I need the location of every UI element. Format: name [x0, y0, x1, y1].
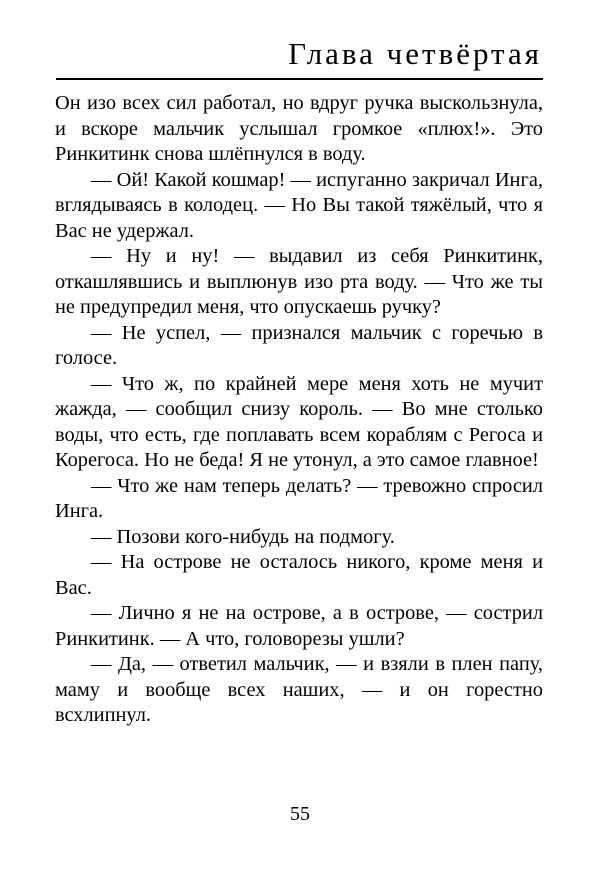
paragraph: — Да, — ответил мальчик, — и взяли в плен папу, маму и вообще всех наших, — и он горестно всхлипнул. — [55, 653, 543, 726]
paragraph: — Позови кого-нибудь на подмогу. — [91, 525, 395, 548]
paragraph: — Что же нам теперь делать? — тревожно спросил Инга. — [55, 474, 543, 522]
paragraph: — Не успел, — признался мальчик с горечью в голосе. — [55, 321, 543, 369]
body-text — [55, 91, 543, 729]
paragraph: — Ну и ну! — выдавил из себя Ринкитинк, откашлявшись и выплюнув изо рта воду. — Что же ты не предупредил меня, что опускаешь ручку? — [55, 245, 543, 318]
page-number: 55 — [290, 803, 310, 825]
paragraph: — На острове не осталось никого, кроме меня и Вас. — [55, 551, 543, 599]
paragraph: — Лично я не на острове, а в острове, — сострил Ринкитинк. — А что, головорезы ушли? — [55, 602, 543, 650]
paragraph: — Что ж, по крайней мере меня хоть не мучит жажда, — сообщил снизу король. — Во мне столько воды, что есть, где поплавать всем кораблям с Регоса и Корегоса. Но не беда! Я не утонул, а это самое главное! — [55, 372, 543, 471]
paragraph: Он изо всех сил работал, но вдруг ручка выскользнула, и вскоре мальчик услышал громкое «плюх!». Это Ринкитинк снова шлёпнулся в воду. — [55, 92, 543, 165]
paragraph: — Ой! Какой кошмар! — испуганно закричал Инга, вглядываясь в колодец. — Но Вы такой тяжёлый, что я Вас не удержал. — [55, 168, 543, 242]
header-rule — [56, 78, 543, 80]
chapter-title: Глава четвёртая — [288, 36, 542, 71]
